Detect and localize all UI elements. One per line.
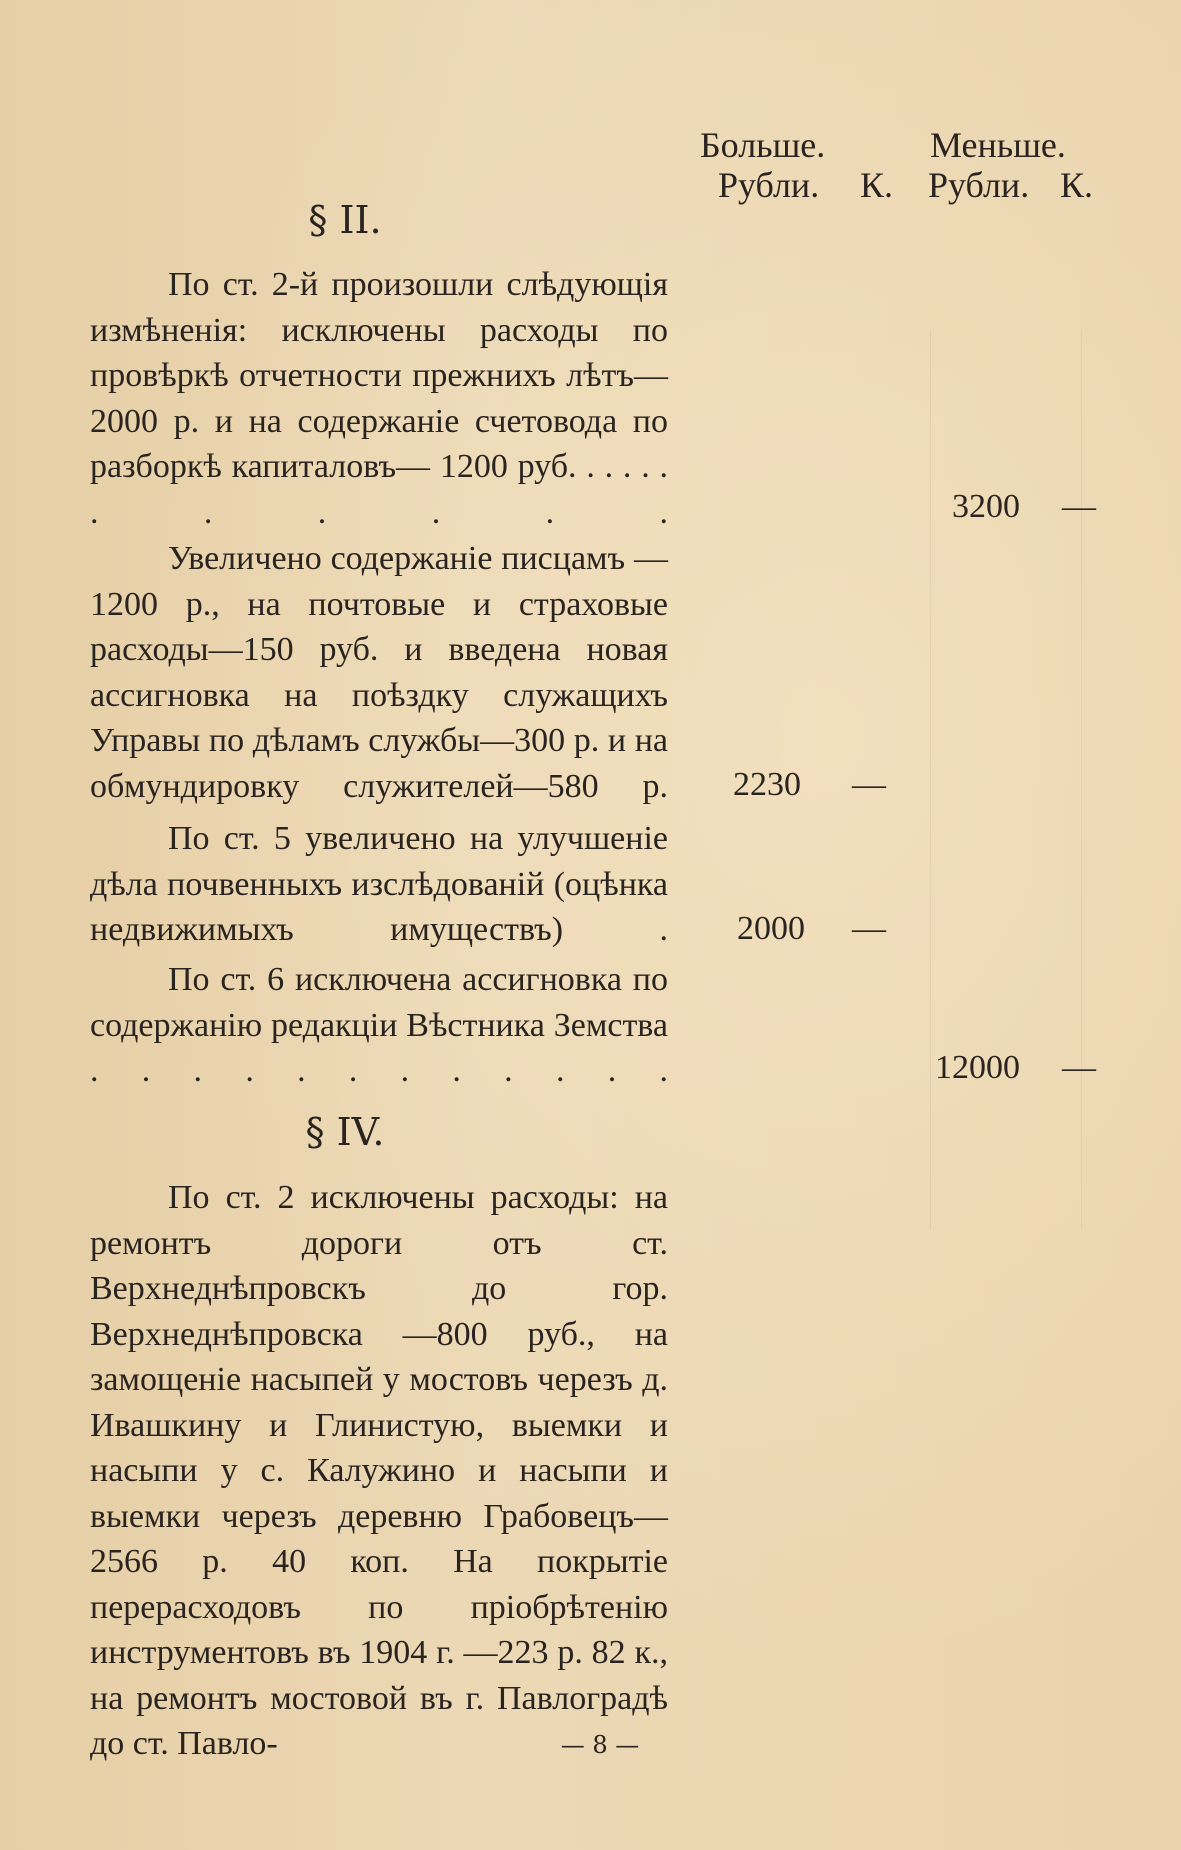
header-kopeks-more: К. [860, 165, 894, 205]
section-2-paragraph-4: По ст. 6 исключена ассигновка по содержанію редакціи Вѣстника Земства . . . . . . . . . . . . [90, 961, 668, 1089]
amount-more-3-kopeks: — [852, 910, 886, 947]
header-kopeks-less: К. [1060, 165, 1094, 205]
section-2-paragraph-2: Увеличено содержаніе писцамъ —1200 р., на почтовые и страховые расходы—150 руб. и введена новая ассигновка на поѣздку служащихъ Управы по дѣламъ службы—300 р. и на обмундировку служителей—580 р. [90, 540, 668, 805]
header-more: Больше. [700, 125, 826, 165]
amount-less-4: 12000 [935, 1049, 1020, 1086]
section-4-paragraph-1-block [90, 1175, 668, 1767]
section-2-paragraph-4-block [90, 957, 668, 1094]
section-2-paragraph-2-block [90, 536, 668, 809]
section-2-paragraph-1-block [90, 262, 668, 535]
header-rubles-more: Рубли. [718, 165, 820, 205]
section-2-paragraph-3: По ст. 5 увеличено на улучшеніе дѣла почвенныхъ изслѣдованій (оцѣнка недвижимыхъ имуществъ) . [90, 820, 668, 948]
page-number: — 8 — [560, 1731, 640, 1759]
section-2-title: § II. [308, 198, 382, 242]
amount-more-2: 2230 [733, 766, 801, 803]
amount-more-3: 2000 [737, 910, 805, 947]
amount-more-2-kopeks: — [852, 766, 886, 803]
section-2-paragraph-1: По ст. 2-й произошли слѣдующія измѣненія: исключены расходы по провѣркѣ отчетности прежнихъ лѣтъ—2000 р. и на содержаніе счетовода по разборкѣ капиталовъ— 1200 руб. . . . . . . . . . . . [90, 266, 668, 531]
header-rubles-less: Рубли. [928, 165, 1030, 205]
section-4-paragraph-1: По ст. 2 исключены расходы: на ремонтъ дороги отъ ст. Верхнеднѣпровскъ до гор. Верхнеднѣпровска —800 руб., на замощеніе насыпей у мостовъ черезъ д. Ивашкину и Глинистую, выемки и насыпи у с. Калужино и насыпи и выемки черезъ деревню Грабовецъ—2566 р. 40 коп. На покрытіе перерасходовъ по пріобрѣтенію инструментовъ въ 1904 г. —223 р. 82 к., на ремонтъ мостовой въ г. Павлоградѣ до ст. Павло- [90, 1179, 668, 1762]
section-2-paragraph-3-block [90, 816, 668, 953]
bleed-through-shadow [930, 330, 1082, 1230]
amount-less-1: 3200 [952, 488, 1020, 525]
amount-less-1-kopeks: — [1062, 488, 1096, 525]
amount-less-4-kopeks: — [1062, 1049, 1096, 1086]
header-less: Меньше. [930, 125, 1066, 165]
section-4-title: § IV. [305, 1110, 385, 1154]
